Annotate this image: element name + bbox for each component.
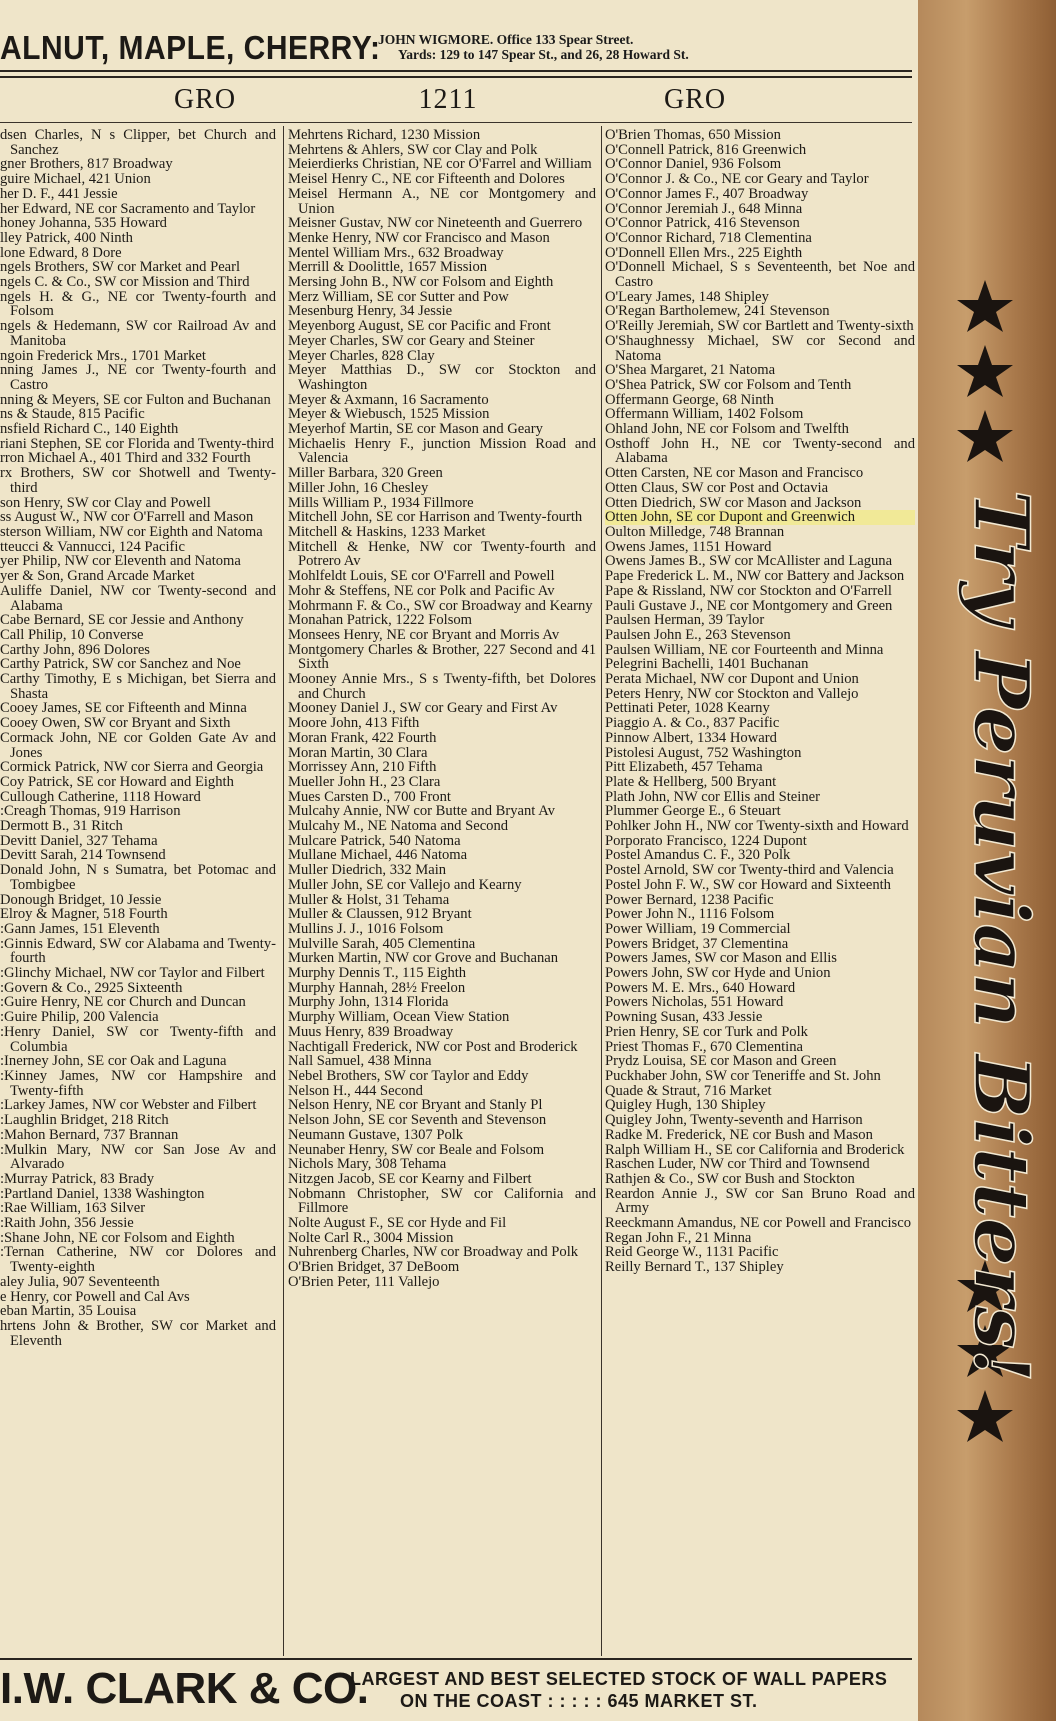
directory-entry: yer & Son, Grand Arcade Market [0, 568, 195, 585]
directory-entry: Muller John, SE cor Vallejo and Kearny [288, 876, 522, 893]
directory-entry: Devitt Daniel, 327 Tehama [0, 832, 158, 849]
directory-entry: Devitt Sarah, 214 Townsend [0, 847, 166, 864]
directory-entry: Meyer & Axmann, 16 Sacramento [288, 391, 489, 408]
directory-entry: Carthy John, 896 Dolores [0, 641, 150, 658]
directory-entry: Offermann William, 1402 Folsom [605, 406, 804, 423]
footer-rule [0, 1658, 912, 1660]
directory-entry: Meyer Charles, 828 Clay [288, 347, 435, 364]
directory-entry: Ohland John, NE cor Folsom and Twelfth [605, 421, 849, 438]
directory-entry: sterson William, NW cor Eighth and Natoma [0, 523, 263, 540]
directory-entry: tteucci & Vannucci, 124 Pacific [0, 538, 185, 555]
directory-entry: :Raith John, 356 Jessie [0, 1215, 134, 1232]
directory-entry: Pettinati Peter, 1028 Kearny [605, 700, 770, 717]
directory-entry: Muller Diedrich, 332 Main [288, 862, 447, 879]
directory-entry: Merrill & Doolittle, 1657 Mission [288, 259, 488, 276]
directory-entry: Meisel Henry C., NE cor Fifteenth and Dolores [288, 171, 565, 188]
directory-entry: ngels C. & Co., SW cor Mission and Third [0, 274, 250, 291]
listing-column-2 [288, 128, 596, 1654]
directory-entry: honey Johanna, 535 Howard [0, 215, 167, 232]
directory-entry: Priest Thomas F., 670 Clementina [605, 1038, 803, 1055]
directory-entry: Nebel Brothers, SW cor Taylor and Eddy [288, 1068, 529, 1084]
directory-entry: yer Philip, NW cor Eleventh and Natoma [0, 553, 241, 570]
directory-entry: Mehrtens & Ahlers, SW cor Clay and Polk [288, 141, 538, 158]
directory-entry: :Laughlin Bridget, 218 Ritch [0, 1112, 169, 1129]
directory-entry: Meyer & Wiebusch, 1525 Mission [288, 406, 490, 423]
directory-entry: Rathjen & Co., SW cor Bush and Stockton [605, 1170, 855, 1187]
directory-entry: Prydz Louisa, SE cor Mason and Green [605, 1053, 837, 1070]
directory-entry: :Henry Daniel, SW cor Twenty-fifth and Columbia [0, 1023, 276, 1055]
directory-entry: Pelegrini Bachelli, 1401 Buchanan [605, 656, 809, 673]
side-advertisement-text [945, 250, 1055, 1450]
directory-entry: ss August W., NW cor O'Farrell and Mason [0, 509, 254, 526]
directory-entry: Pohlker John H., NW cor Twenty-sixth and Howard [605, 818, 909, 835]
directory-entry: e Henry, cor Powell and Cal Avs [0, 1288, 190, 1305]
directory-entry: aley Julia, 907 Seventeenth [0, 1273, 160, 1290]
directory-entry: :Kinney James, NW cor Hampshire and Twenty-fifth [0, 1068, 276, 1099]
directory-entry: O'Brien Peter, 111 Vallejo [288, 1273, 440, 1290]
directory-entry: :Larkey James, NW cor Webster and Filbert [0, 1097, 257, 1114]
directory-entry: Pape & Rissland, NW cor Stockton and O'Farrell [605, 582, 892, 599]
directory-entry: Nolte Carl R., 3004 Mission [288, 1229, 454, 1246]
directory-entry: Dermott B., 31 Ritch [0, 818, 123, 835]
directory-entry: :Mahon Bernard, 737 Brannan [0, 1126, 179, 1143]
directory-entry: lone Edward, 8 Dore [0, 244, 122, 261]
directory-entry: Ralph William H., SE cor California and Broderick [605, 1141, 905, 1158]
directory-entry: Miller John, 16 Chesley [288, 479, 429, 496]
directory-entry: Michaelis Henry F., junction Mission Road and Valencia [288, 435, 596, 467]
directory-entry: Mentel William Mrs., 632 Broadway [288, 244, 504, 261]
directory-entry: Puckhaber John, SW cor Teneriffe and St. John [605, 1068, 881, 1084]
directory-entry: Neunaber Henry, SW cor Beale and Folsom [288, 1141, 545, 1158]
directory-entry: Mills William P., 1934 Fillmore [288, 494, 474, 511]
directory-entry: Reeckmann Amandus, NE cor Powell and Francisco [605, 1215, 911, 1232]
directory-entry: Meierdierks Christian, NE cor O'Farrel and William [288, 156, 592, 173]
bottom-ad-tagline-2: ON THE COAST : : : : : 645 MARKET ST. [400, 1691, 758, 1711]
directory-entry: Powers John, SW cor Hyde and Union [605, 965, 831, 982]
directory-entry: Mullane Michael, 446 Natoma [288, 847, 468, 864]
directory-entry: O'Shea Margaret, 21 Natoma [605, 362, 776, 379]
directory-entry: Mohlfeldt Louis, SE cor O'Farrell and Powell [288, 568, 555, 585]
directory-entry-highlighted: Otten John, SE cor Dupont and Greenwich [605, 510, 915, 525]
directory-entry: Regan John F., 21 Minna [605, 1229, 752, 1246]
directory-entry: Monsees Henry, NE cor Bryant and Morris Av [288, 626, 560, 643]
listing-column-3 [605, 128, 915, 1654]
directory-entry: :Rae William, 163 Silver [0, 1200, 146, 1217]
column-divider [601, 126, 602, 1656]
side-ad-slogan: Try Peruvian Bitters! [957, 490, 1046, 1383]
directory-entry: Otten Claus, SW cor Post and Octavia [605, 479, 829, 496]
directory-entry: eban Martin, 35 Louisa [0, 1303, 137, 1320]
directory-entry: :Guire Henry, NE cor Church and Duncan [0, 994, 246, 1011]
directory-entry: Moore John, 413 Fifth [288, 715, 420, 732]
directory-entry: Quigley John, Twenty-seventh and Harrison [605, 1112, 863, 1129]
directory-entry: O'Shea Patrick, SW cor Folsom and Tenth [605, 376, 852, 393]
directory-entry: Nall Samuel, 438 Minna [288, 1053, 432, 1070]
bottom-ad-firm: I.W. CLARK & CO. [0, 1664, 369, 1713]
directory-entry: Peters Henry, NW cor Stockton and Vallejo [605, 685, 859, 702]
directory-entry: :Shane John, NE cor Folsom and Eighth [0, 1229, 235, 1246]
directory-entry: Piaggio A. & Co., 837 Pacific [605, 715, 780, 732]
column-divider [283, 126, 284, 1656]
directory-entry: Nitzgen Jacob, SE cor Kearny and Filbert [288, 1170, 532, 1187]
directory-entry: Meyer Matthias D., SW cor Stockton and Washington [288, 362, 596, 393]
directory-entry: Pape Frederick L. M., NW cor Battery and Jackson [605, 568, 905, 585]
directory-entry: Montgomery Charles & Brother, 227 Second and 41 Sixth [288, 641, 596, 673]
directory-entry: nning James J., NE cor Twenty-fourth and Castro [0, 362, 276, 393]
directory-entry: Menke Henry, NW cor Francisco and Mason [288, 229, 550, 246]
directory-entry: :Murray Patrick, 83 Brady [0, 1170, 155, 1187]
directory-entry: :Ternan Catherine, NW cor Dolores and Twenty-eighth [0, 1244, 276, 1276]
directory-entry: O'Regan Bartholemew, 241 Stevenson [605, 303, 830, 320]
directory-entry: Mohrmann F. & Co., SW cor Broadway and Kearny [288, 597, 593, 614]
directory-entry: Powers James, SW cor Mason and Ellis [605, 950, 837, 967]
directory-entry: Nuhrenberg Charles, NW cor Broadway and Polk [288, 1244, 579, 1261]
directory-entry: Raschen Luder, NW cor Third and Townsend [605, 1156, 870, 1173]
directory-entry: Mulcare Patrick, 540 Natoma [288, 832, 461, 849]
directory-entry: ngels Brothers, SW cor Market and Pearl [0, 259, 241, 276]
directory-entry: Cooey James, SE cor Fifteenth and Minna [0, 700, 247, 717]
directory-entry: O'Connell Patrick, 816 Greenwich [605, 141, 807, 158]
directory-entry: O'Brien Thomas, 650 Mission [605, 128, 781, 143]
directory-entry: Pitt Elizabeth, 457 Tehama [605, 759, 763, 776]
directory-entry: O'Shaughnessy Michael, SW cor Second and Natoma [605, 332, 915, 364]
directory-entry: Mulcahy Annie, NW cor Butte and Bryant Av [288, 803, 555, 820]
directory-entry: Owens James, 1151 Howard [605, 538, 772, 555]
directory-entry: Prien Henry, SE cor Turk and Polk [605, 1023, 808, 1040]
directory-entry: O'Reilly Jeremiah, SW cor Bartlett and Twenty-sixth [605, 318, 914, 335]
directory-entry: Offermann George, 68 Ninth [605, 391, 774, 408]
directory-entry: O'Donnell Michael, S s Seventeenth, bet Noe and Castro [605, 259, 915, 291]
directory-entry: O'Connor Richard, 718 Clementina [605, 229, 812, 246]
directory-entry: Reid George W., 1131 Pacific [605, 1244, 779, 1261]
directory-entry: Paulsen John E., 263 Stevenson [605, 626, 791, 643]
directory-entry: O'Connor J. & Co., NE cor Geary and Taylor [605, 171, 869, 188]
directory-entry: her D. F., 441 Jessie [0, 185, 118, 202]
directory-entry: Muller & Claussen, 912 Bryant [288, 906, 472, 923]
directory-entry: O'Donnell Ellen Mrs., 225 Eighth [605, 244, 803, 261]
directory-entry: Neumann Gustave, 1307 Polk [288, 1126, 464, 1143]
directory-entry: Meyer Charles, SW cor Geary and Steiner [288, 332, 535, 349]
directory-entry: Mohr & Steffens, NE cor Polk and Pacific Av [288, 582, 555, 599]
directory-entry: Moran Martin, 30 Clara [288, 744, 428, 761]
directory-entry: Postel John F. W., SW cor Howard and Sixteenth [605, 876, 891, 893]
directory-entry: Elroy & Magner, 518 Fourth [0, 906, 168, 923]
directory-entry: Otten Carsten, NE cor Mason and Francisco [605, 465, 864, 482]
directory-entry: Plate & Hellberg, 500 Bryant [605, 773, 777, 790]
directory-entry: Plummer George E., 6 Steuart [605, 803, 781, 820]
directory-entry: ns & Staude, 815 Pacific [0, 406, 145, 423]
directory-entry: Cabe Bernard, SE cor Jessie and Anthony [0, 612, 244, 629]
directory-entry: :Govern & Co., 2925 Sixteenth [0, 979, 183, 996]
directory-entry: Mooney Daniel J., SW cor Geary and First Av [288, 700, 558, 717]
directory-entry: O'Connor Jeremiah J., 648 Minna [605, 200, 803, 217]
directory-entry: Nobmann Christopher, SW cor California and Fillmore [288, 1185, 596, 1217]
directory-entry: :Guire Philip, 200 Valencia [0, 1009, 159, 1026]
directory-entry: Muus Henry, 839 Broadway [288, 1023, 454, 1040]
directory-entry: Paulsen William, NE cor Fourteenth and Minna [605, 641, 884, 658]
directory-entry: O'Connor Daniel, 936 Folsom [605, 156, 782, 173]
directory-entry: Coy Patrick, SE cor Howard and Eighth [0, 773, 234, 790]
directory-entry: O'Connor James F., 407 Broadway [605, 185, 809, 202]
directory-entry: Muller & Holst, 31 Tehama [288, 891, 450, 908]
directory-entry: ngoin Frederick Mrs., 1701 Market [0, 347, 206, 364]
directory-entry: Nolte August F., SE cor Hyde and Fil [288, 1215, 507, 1232]
directory-entry: Donough Bridget, 10 Jessie [0, 891, 162, 908]
directory-entry: :Mulkin Mary, NW cor San Jose Av and Alvarado [0, 1141, 276, 1173]
star-icon [957, 280, 1013, 332]
directory-entry: Mitchell John, SE cor Harrison and Twenty-fourth [288, 509, 583, 526]
directory-entry: Mehrtens Richard, 1230 Mission [288, 128, 481, 143]
directory-entry: Murken Martin, NW cor Grove and Buchanan [288, 950, 559, 967]
directory-entry: Nelson H., 444 Second [288, 1082, 423, 1099]
header-rule [0, 76, 912, 78]
directory-entry: Paulsen Herman, 39 Taylor [605, 612, 765, 629]
directory-entry: Nelson John, SE cor Seventh and Stevenson [288, 1112, 547, 1129]
directory-entry: Murphy Hannah, 28½ Freelon [288, 979, 466, 996]
directory-entry: Powers Bridget, 37 Clementina [605, 935, 789, 952]
directory-entry: hrtens John & Brother, SW cor Market and Eleventh [0, 1317, 276, 1349]
directory-entry: Reilly Bernard T., 137 Shipley [605, 1259, 784, 1276]
directory-entry: Cormick Patrick, NW cor Sierra and Georgia [0, 759, 264, 776]
directory-entry: Mersing John B., NW cor Folsom and Eighth [288, 274, 554, 291]
directory-entry: riani Stephen, SE cor Florida and Twenty-third [0, 435, 274, 452]
directory-entry: guire Michael, 421 Union [0, 171, 151, 188]
directory-entry: ngels H. & G., NE cor Twenty-fourth and Folsom [0, 288, 276, 320]
directory-entry: Carthy Patrick, SW cor Sanchez and Noe [0, 656, 241, 673]
directory-entry: O'Leary James, 148 Shipley [605, 288, 769, 305]
directory-entry: Pistolesi August, 752 Washington [605, 744, 802, 761]
directory-entry: nsfield Richard C., 140 Eighth [0, 421, 179, 438]
directory-entry: rron Michael A., 401 Third and 332 Fourth [0, 450, 251, 467]
directory-entry: Cormack John, NE cor Golden Gate Av and Jones [0, 729, 276, 761]
directory-entry: Reardon Annie J., SW cor San Bruno Road and Army [605, 1185, 915, 1217]
directory-entry: Otten Diedrich, SW cor Mason and Jackson [605, 494, 862, 511]
top-ad-line-2: Yards: 129 to 147 Spear St., and 26, 28 Howard St. [398, 47, 689, 62]
directory-entry: Pauli Gustave J., NE cor Montgomery and Green [605, 597, 893, 614]
directory-entry: Powning Susan, 433 Jessie [605, 1009, 763, 1026]
directory-entry: Nelson Henry, NE cor Bryant and Stanly Pl [288, 1097, 543, 1114]
directory-entry: Miller Barbara, 320 Green [288, 465, 443, 482]
directory-entry: Mullins J. J., 1016 Folsom [288, 920, 444, 937]
bottom-advertisement [0, 1664, 912, 1716]
directory-entry: Carthy Timothy, E s Michigan, bet Sierra and Shasta [0, 671, 276, 702]
directory-entry: gner Brothers, 817 Broadway [0, 156, 173, 173]
directory-entry: Power William, 19 Commercial [605, 920, 791, 937]
directory-entry: Merz William, SE cor Sutter and Pow [288, 288, 509, 305]
star-icon [957, 1390, 1013, 1442]
directory-entry: ngels & Hedemann, SW cor Railroad Av and Manitoba [0, 318, 276, 349]
directory-entry: :Partland Daniel, 1338 Washington [0, 1185, 205, 1202]
directory-entry: :Creagh Thomas, 919 Harrison [0, 803, 181, 820]
directory-entry: Call Philip, 10 Converse [0, 626, 144, 643]
top-ad-title: ALNUT, MAPLE, CHERRY: [0, 30, 381, 67]
directory-entry: Osthoff John H., NE cor Twenty-second and Alabama [605, 435, 915, 467]
directory-entry: Mooney Annie Mrs., S s Twenty-fifth, bet Dolores and Church [288, 671, 596, 702]
directory-entry: Meyerhof Martin, SE cor Mason and Geary [288, 421, 543, 438]
directory-entry: Porporato Francisco, 1224 Dupont [605, 832, 807, 849]
directory-entry: Donald John, N s Sumatra, bet Potomac and Tombigbee [0, 862, 276, 893]
directory-entry: Nichols Mary, 308 Tehama [288, 1156, 447, 1173]
directory-entry: Pinnow Albert, 1334 Howard [605, 729, 777, 746]
star-icon [957, 410, 1013, 462]
directory-entry: Power John N., 1116 Folsom [605, 906, 775, 923]
directory-entry: Plath John, NW cor Ellis and Steiner [605, 788, 820, 805]
directory-entry: her Edward, NE cor Sacramento and Taylor [0, 200, 256, 217]
directory-entry: :Gann James, 151 Eleventh [0, 920, 160, 937]
header-rule-lower [0, 122, 912, 123]
directory-entry: nning & Meyers, SE cor Fulton and Buchanan [0, 391, 271, 408]
top-ad-subtext [378, 32, 908, 62]
top-ad-line-1: JOHN WIGMORE. Office 133 Spear Street. [378, 32, 634, 47]
directory-entry: Power Bernard, 1238 Pacific [605, 891, 774, 908]
page-number: 1211 [418, 84, 478, 115]
directory-entry: O'Brien Bridget, 37 DeBoom [288, 1259, 460, 1276]
directory-entry: Owens James B., SW cor McAllister and Laguna [605, 553, 893, 570]
directory-entry: Postel Arnold, SW cor Twenty-third and Valencia [605, 862, 894, 879]
bottom-ad-tagline [350, 1668, 910, 1712]
directory-entry: Postel Amandus C. F., 320 Polk [605, 847, 791, 864]
directory-entry: Oulton Milledge, 748 Brannan [605, 523, 785, 540]
directory-entry: Monahan Patrick, 1222 Folsom [288, 612, 473, 629]
directory-entry: Meisel Hermann A., NE cor Montgomery and Union [288, 185, 596, 217]
bottom-ad-tagline-1: LARGEST AND BEST SELECTED STOCK OF WALL PAPERS [350, 1669, 888, 1689]
listing-column-1 [0, 128, 276, 1654]
directory-entry: Cooey Owen, SW cor Bryant and Sixth [0, 715, 231, 732]
directory-entry: Mitchell & Haskins, 1233 Market [288, 523, 486, 540]
directory-entry: dsen Charles, N s Clipper, bet Church and Sanchez [0, 128, 276, 158]
directory-entry: Quigley Hugh, 130 Shipley [605, 1097, 766, 1114]
side-ad-lettering [945, 250, 1055, 1450]
directory-entry: Meyenborg August, SE cor Pacific and Front [288, 318, 551, 335]
directory-entry: O'Connor Patrick, 416 Stevenson [605, 215, 800, 232]
directory-entry: Mulville Sarah, 405 Clementina [288, 935, 476, 952]
directory-entry: Meisner Gustav, NW cor Nineteenth and Guerrero [288, 215, 583, 232]
directory-entry: Mueller John H., 23 Clara [288, 773, 441, 790]
directory-entry: Powers M. E. Mrs., 640 Howard [605, 979, 796, 996]
directory-entry: Mues Carsten D., 700 Front [288, 788, 451, 805]
directory-entry: Perata Michael, NW cor Dupont and Union [605, 671, 859, 688]
directory-entry: Murphy Dennis T., 115 Eighth [288, 965, 467, 982]
directory-entry: Radke M. Frederick, NE cor Bush and Mason [605, 1126, 873, 1143]
directory-entry: rx Brothers, SW cor Shotwell and Twenty-third [0, 465, 276, 496]
running-head-right: GRO [663, 84, 727, 115]
directory-entry: Mulcahy M., NE Natoma and Second [288, 818, 509, 835]
directory-entry: Mitchell & Henke, NW cor Twenty-fourth and Potrero Av [288, 538, 596, 570]
directory-entry: :Inerney John, SE cor Oak and Laguna [0, 1053, 227, 1070]
star-icon [957, 345, 1013, 397]
directory-entry: Murphy William, Ocean View Station [288, 1009, 510, 1026]
directory-entry: :Ginnis Edward, SW cor Alabama and Twenty-fourth [0, 935, 276, 967]
running-head-left: GRO [173, 84, 237, 115]
directory-entry: Powers Nicholas, 551 Howard [605, 994, 784, 1011]
directory-entry: lley Patrick, 400 Ninth [0, 229, 133, 246]
directory-entry: son Henry, SW cor Clay and Powell [0, 494, 211, 511]
directory-entry: Murphy John, 1314 Florida [288, 994, 449, 1011]
directory-entry: Morrissey Ann, 210 Fifth [288, 759, 437, 776]
directory-entry: Quade & Straut, 716 Market [605, 1082, 772, 1099]
directory-entry: Mesenburg Henry, 34 Jessie [288, 303, 453, 320]
directory-entry: Cullough Catherine, 1118 Howard [0, 788, 201, 805]
directory-entry: :Glinchy Michael, NW cor Taylor and Filbert [0, 965, 265, 982]
directory-entry: Moran Frank, 422 Fourth [288, 729, 437, 746]
directory-entry: Auliffe Daniel, NW cor Twenty-second and Alabama [0, 582, 276, 614]
top-advertisement [0, 28, 912, 72]
directory-entry: Nachtigall Frederick, NW cor Post and Broderick [288, 1038, 578, 1055]
